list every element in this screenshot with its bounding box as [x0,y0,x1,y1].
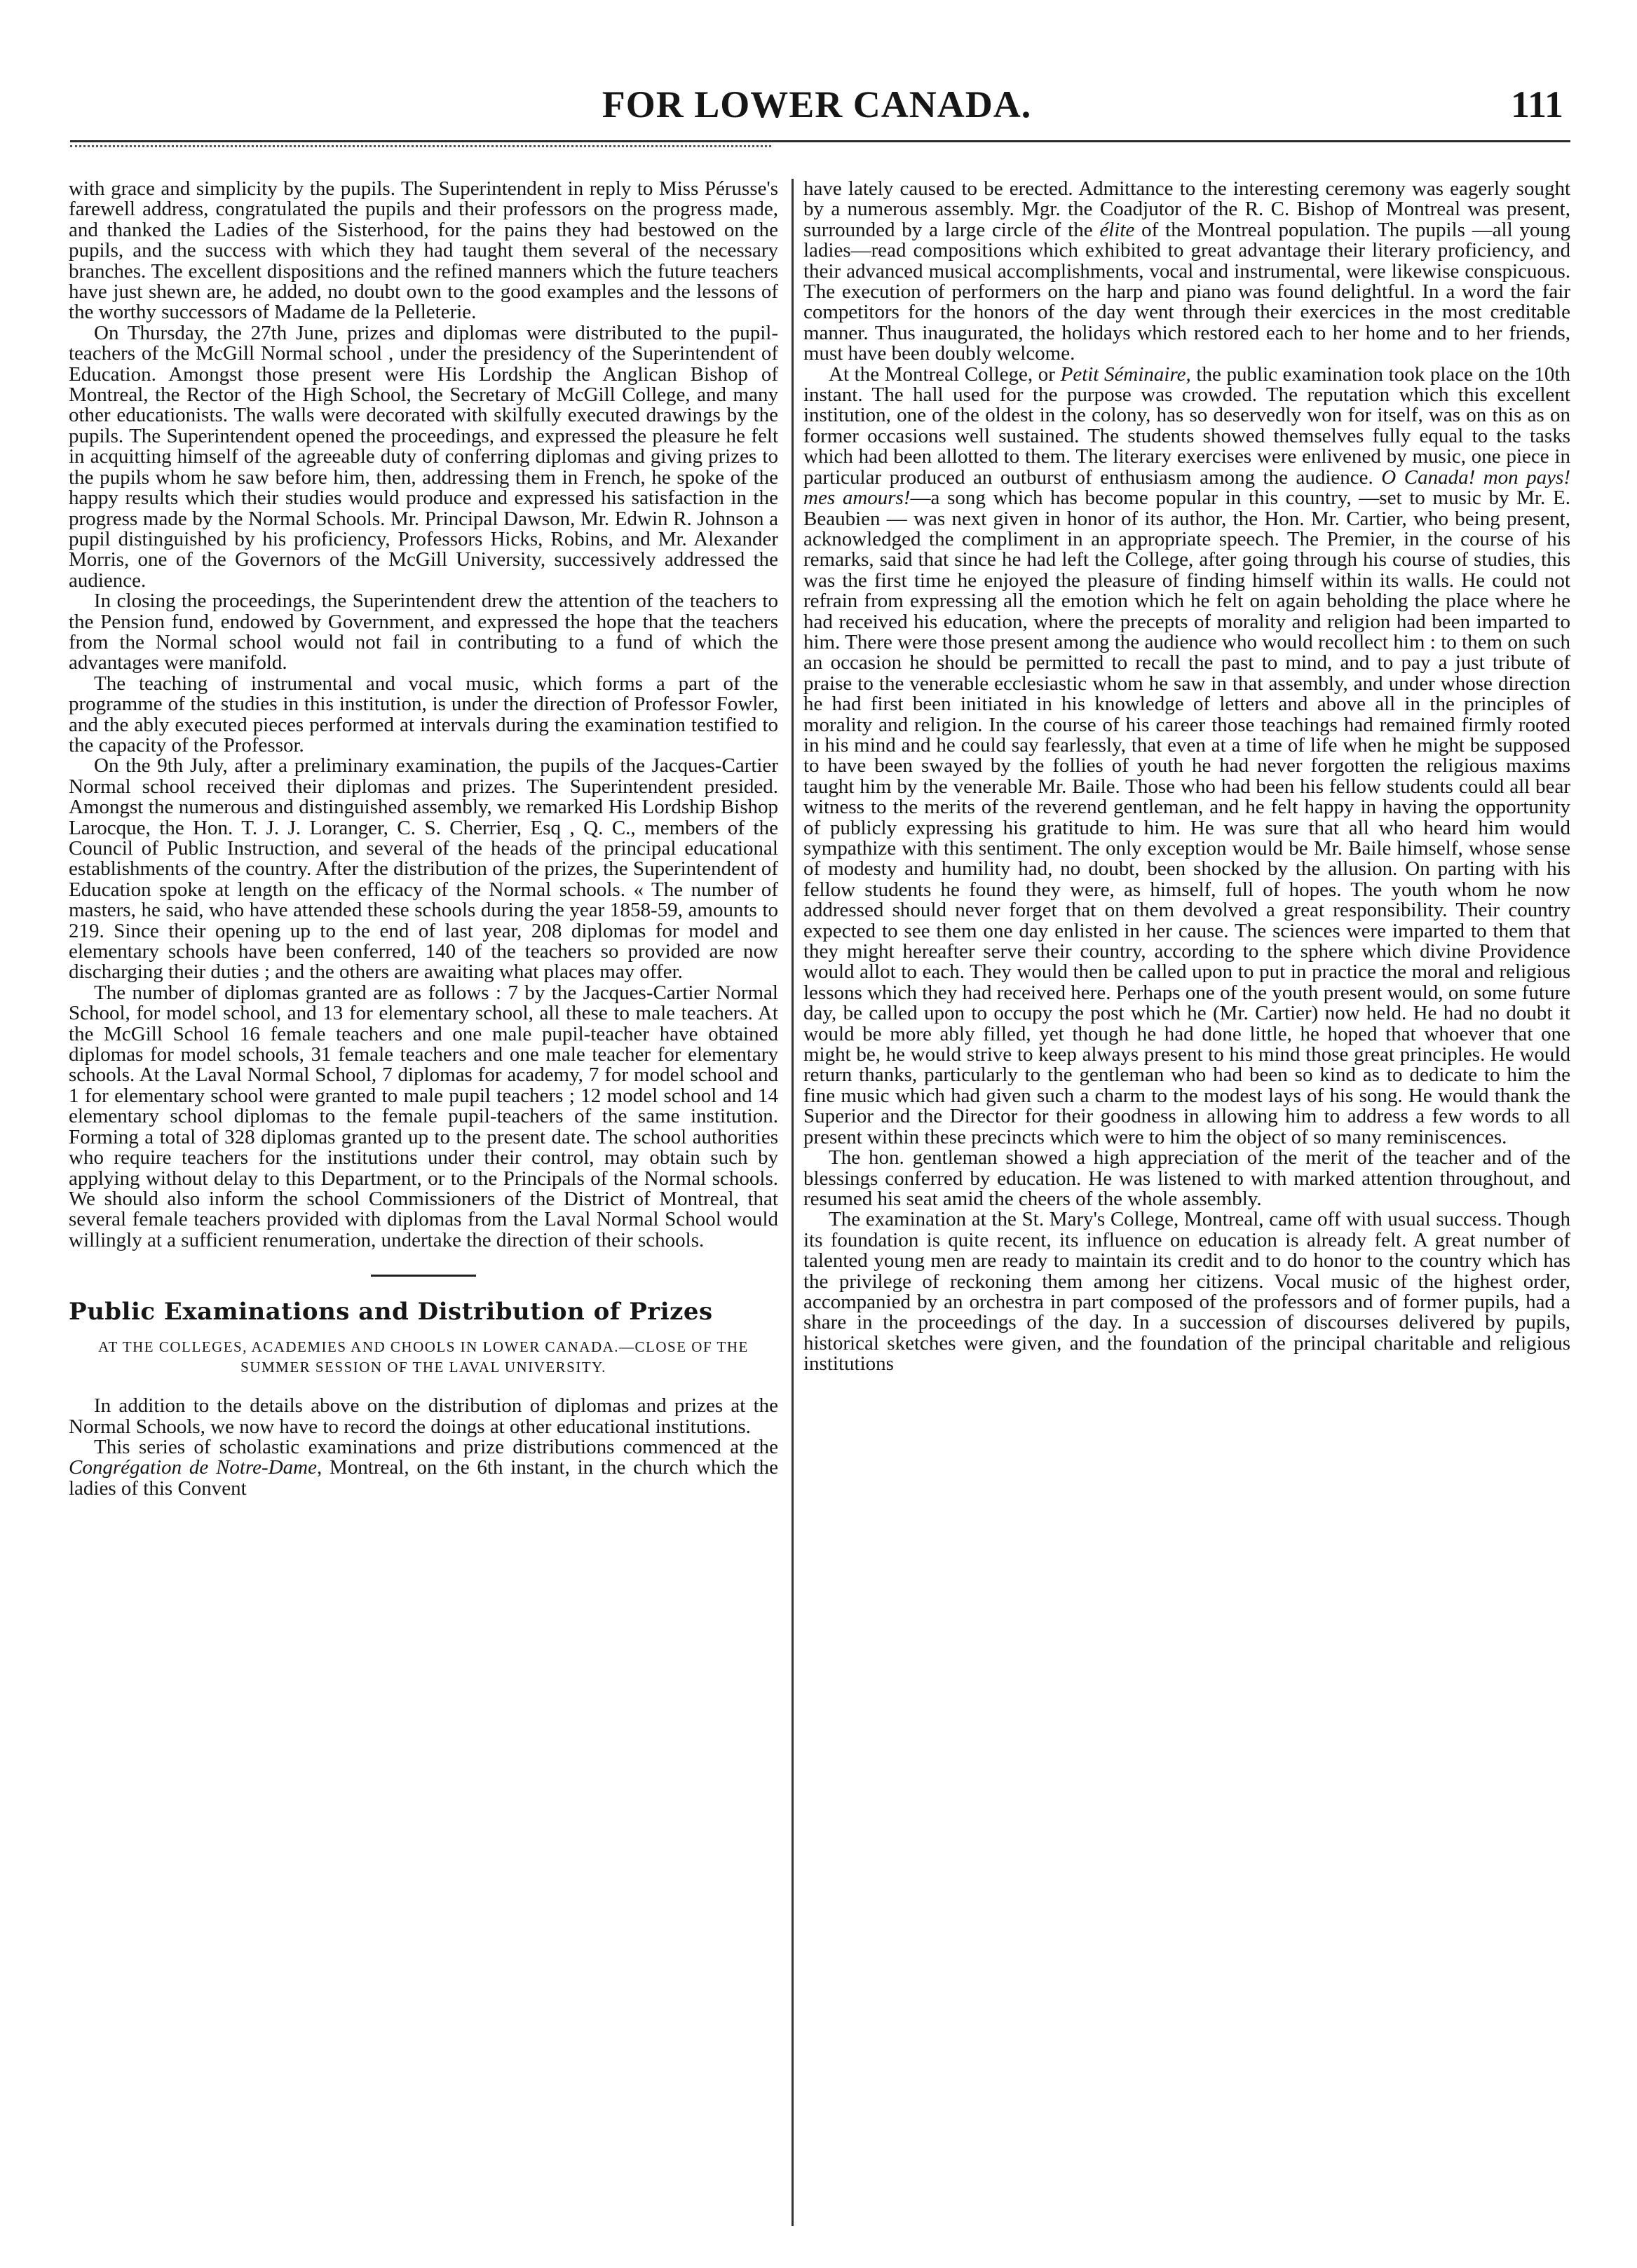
article-paragraph: The number of diplomas granted are as follows : 7 by the Jacques-Cartier Normal School, for model school, and 13 for elementary school, all these to male teachers. At the McGill School 16 female teachers and one male pupil-teacher have obtained diplomas for model schools, 31 female teachers and one male teacher for elementary schools. At the Laval Normal School, 7 diplomas for academy, 7 for model school and 1 for elementary school were granted to male pupil teachers ; 12 model school and 14 elementary school diplomas to the female pupil-teachers of the same institution. Forming a total of 328 diplomas granted up to the present date. The school authorities who require teachers for the institutions under their control, may obtain such by applying without delay to this Department, or to the Principals of the Normal schools. We should also inform the school Commissioners of the District of Montreal, that several female teachers provided with diplomas from the Laval Normal School would willingly at a sufficient renumeration, undertake the direction of their schools. [69,981,778,1251]
section-divider [371,1275,476,1277]
running-head: FOR LOWER CANADA. [602,83,1032,125]
page-header [70,83,1563,132]
column-divider [792,179,794,2226]
left-column [69,179,778,1499]
text-run: —a song which has become popular in this country, —set to music by Mr. E. Beaubien — was next given in honor of its author, the Hon. Mr. Cartier, who being present, acknowledged the compliment in an appropriate speech. The Premier, in the course of his remarks, said that since he had left the College, after going through his course of studies, this was the first time he enjoyed the pleasure of finding himself within its walls. He could not refrain from expressing all the emotion which he felt on again beholding the place where he had received his education, where the precepts of morality and religion had been imparted to him. There were those present among the audience who would recollect him : to them on such an occasion he should be permitted to recall the past to mind, and to pay a just tribute of praise to the venerable ecclesiastic whom he saw in that assembly, and under whose direction he had first been initiated in his knowledge of letters and above all in the principles of morality and religion. In the course of his career those teachings had remained firmly rooted in his mind and he could say fearlessly, that even at a time of life when he might be supposed to have been swayed by the follies of youth he had never forgotten the religious maxims taught him by the venerable Mr. Baile. Those who had been his fellow students could all bear witness to the merits of the reverend gentleman, and he felt happy in having the opportunity of publicly expressing his gratitude to him. He was sure that all who heard him would sympathize with this sentiment. The only exception would be Mr. Baile himself, whose sense of modesty and humility had, no doubt, been shocked by the allusion. On parting with his fellow students he found they were, as himself, full of hopes. The youth whom he now addressed should never forget that on them devolved a great responsibility. Their country expected to see them one day enlisted in her cause. The sciences were imparted to them that they might hereafter serve their country, according to the sphere which divine Providence would allot to each. They would then be called upon to put in practice the moral and religious lessons which they had received here. Perhaps one of the youth present would, on some future day, be called upon to occupy the post which he (Mr. Cartier) now held. He had no doubt it would be more ably filled, yet though he had done little, he hoped that whoever that one might be, he would strive to keep always present to his mind those great principles. He would return thanks, particularly to the gentleman who had been so kind as to dedicate to him the fine music which had given such a charm to the modest lays of his song. He would thank the Superior and the Director for their goodness in allowing him to address a few words to all present within these precincts which were to him the object of so many reminiscences. [803,487,1570,1148]
text-run: At the Montreal College, or [829,362,1061,386]
article-paragraph [69,1437,778,1499]
text-run: the public examination took place on the 10th instant. The hall used for the purpose was crowded. The reputation which this excellent institution, one of the oldest in the colony, has so deservedly won for itself, was on this as on former occasions well sustained. The students showed themselves fully equal to the tasks which had been allotted to them. The literary exercises were enlivened by music, one piece in particular produced an outburst of enthusiasm among the audience. [803,362,1570,489]
article-paragraph [803,179,1570,365]
article-paragraph: On the 9th July, after a preliminary examination, the pupils of the Jacques-Cartier Normal school received their diplomas and prizes. The Superintendent presided. Amongst the numerous and distinguished assembly, we remarked His Lordship Bishop Larocque, the Hon. T. J. J. Loranger, C. S. Cherrier, Esq , Q. C., members of the Council of Public Instruction, and several of the heads of the principal educational establishments of the country. After the distribution of the prizes, the Superintendent of Education spoke at length on the efficacy of the Normal schools. « The number of masters, he said, who have attended these schools during the year 1858-59, amounts to 219. Since their opening up to the end of last year, 208 diplomas for model and elementary schools have been conferred, 140 of the teachers so provided are now discharging their duties ; and the others are awaiting what places may offer. [69,754,778,984]
italic-text: Petit Séminaire, [1060,362,1191,386]
text-run: of the Montreal population. The pupils —all young ladies—read compositions which exhibited to great advantage their literary proficiency, and their advanced musical accomplishments, vocal and instrumental, were likewise conspicuous. The execution of performers on the harp and piano was found delightful. In a word the fair competitors for the honors of the day went through their exercices in the most creditable manner. Thus inaugurated, the holidays which restored each to her home and to her friends, must have been doubly welcome. [803,218,1570,365]
page-number: 111 [1510,83,1563,125]
article-paragraph: On Thursday, the 27th June, prizes and diplomas were distributed to the pupil-teachers of the McGill Normal school , under the presidency of the Superintendent of Education. Amongst those present were His Lordship the Anglican Bishop of Montreal, the Rector of the High School, the Secretary of McGill College, and many other educationists. The walls were decorated with skilfully executed drawings by the pupils. The Superintendent opened the proceedings, and expressed the pleasure he felt in acquitting himself of the agreeable duty of conferring diplomas and giving prizes to the pupils whom he saw before him, then, addressing them in French, he spoke of the happy results which their studies would produce and expressed his satisfaction in the progress made by the Normal Schools. Mr. Principal Dawson, Mr. Edwin R. Johnson a pupil distinguished by his proficiency, Professors Hicks, Robins, and Mr. Alexander Morris, one of the Governors of the McGill University, successively addressed the audience. [69,321,778,592]
text-run: have lately caused to be erected. Admittance to the interesting ceremony was eagerly sought by a numerous assembly. Mgr. the Coadjutor of the R. C. Bishop of Montreal was present, surrounded by a large circle of the [803,177,1570,241]
italic-text: O Canada! mon pays! mes amours! [803,466,1570,510]
section-subheading: AT THE COLLEGES, ACADEMIES AND CHOOLS IN LOWER CANADA.—CLOSE OF THE SUMMER SESSION OF THE LAVAL UNIVERSITY. [98,1338,749,1376]
article-paragraph: The examination at the St. Mary's College, Montreal, came off with usual success. Though its foundation is quite recent, its influence on education is already felt. A great number of talented young men are ready to maintain its credit and to do honor to the country which has the privilege of reckoning them among her citizens. Vocal music of the highest order, accompanied by an orchestra in part composed of the professors and of former pupils, had a share in the proceedings of the day. In a succession of discourses delivered by pupils, historical sketches were given, and the foundation of the principal charitable and religious institutions [803,1208,1570,1376]
article-paragraph: In addition to the details above on the distribution of diplomas and prizes at the Normal Schools, we now have to record the doings at other educational institutions. [69,1394,778,1438]
text-run: This series of scholastic examinations and prize distributions commenced at the [94,1435,778,1458]
article-paragraph: with grace and simplicity by the pupils. The Superintendent in reply to Miss Pérusse's farewell address, congratulated the pupils and their professors on the progress made, and thanked the Ladies of the Sisterhood, for the pains they had bestowed on the pupils, and the success with which they had taught them several of the necessary branches. The excellent dispositions and the refined manners which the future teachers have just shewn are, he added, no doubt own to the good examples and the lessons of the worthy successors of Madame de la Pelleterie. [69,177,778,324]
italic-text: élite [1099,218,1135,241]
article-paragraph: The hon. gentleman showed a high appreciation of the merit of the teacher and of the blessings conferred by education. He was listened to with marked attention throughout, and resumed his seat amid the cheers of the whole assembly. [803,1146,1570,1210]
right-column [803,179,1570,1375]
section-heading: Public Examinations and Distribution of Prizes [69,1298,713,1326]
header-rule [70,140,1570,142]
article-paragraph: In closing the proceedings, the Superintendent drew the attention of the teachers to the Pension fund, endowed by Government, and expressed the hope that the teachers from the Normal school would not fail in contributing to a fund of which the advantages were manifold. [69,590,778,674]
italic-text: Congrégation de Notre-Dame [69,1456,317,1479]
article-paragraph: The teaching of instrumental and vocal music, which forms a part of the programme of the studies in this institution, is under the direction of Professor Fowler, and the ably executed pieces performed at intervals during the examination testified to the capacity of the Professor. [69,672,778,756]
article-paragraph [803,362,1570,1148]
text-run: , Montreal, on the 6th instant, in the church which the ladies of this Convent [69,1456,778,1500]
header-ornament-rule [70,145,771,147]
